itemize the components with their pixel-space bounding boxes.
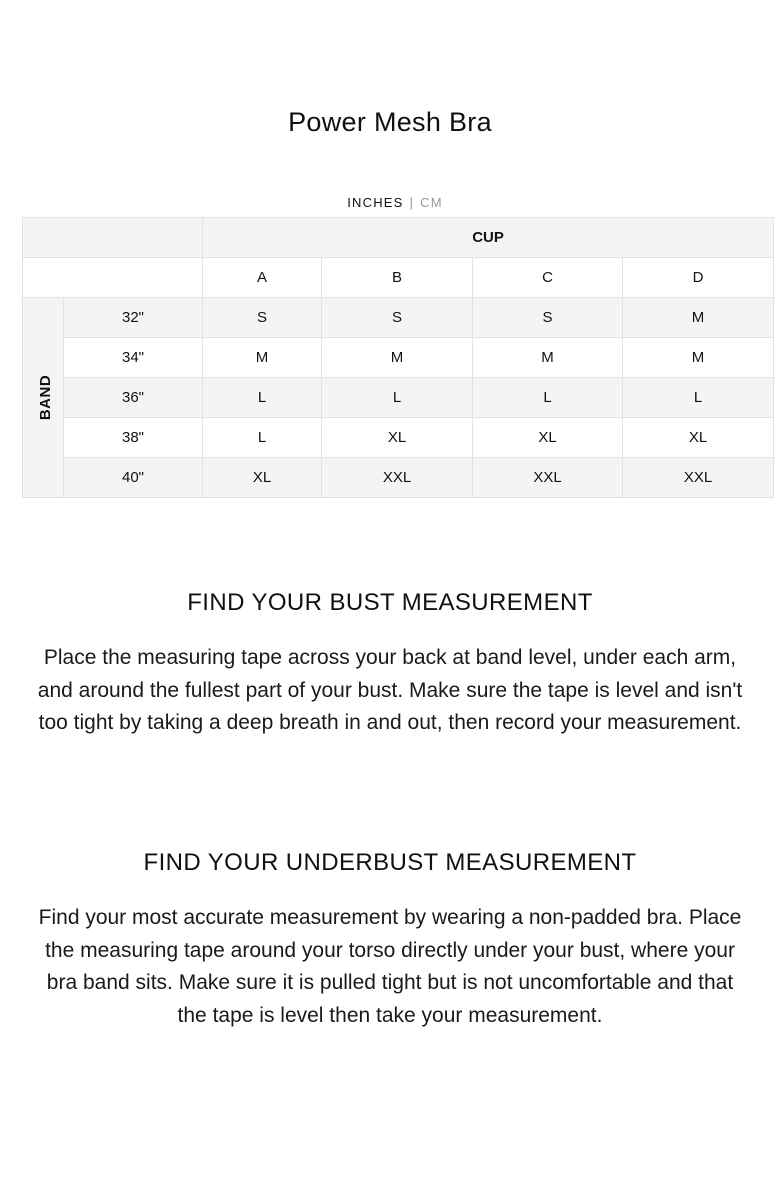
size-cell: M	[623, 298, 774, 338]
band-size: 38"	[64, 418, 203, 458]
band-size: 32"	[64, 298, 203, 338]
page-title: Power Mesh Bra	[288, 107, 492, 137]
size-cell: XXL	[473, 458, 623, 498]
size-cell: M	[203, 338, 322, 378]
size-cell: L	[623, 378, 774, 418]
table-row	[23, 418, 774, 458]
bust-measurement-heading: FIND YOUR BUST MEASUREMENT	[187, 589, 593, 616]
bust-measurement-text: Place the measuring tape across your back at band level, under each arm, and around the fullest part of your bust. Make sure the tape is level and isn't too tight by taking a deep breath in and out, then record your measurement.	[37, 646, 743, 734]
band-size: 36"	[64, 378, 203, 418]
band-size: 34"	[64, 338, 203, 378]
size-cell: XXL	[623, 458, 774, 498]
size-cell: XL	[473, 418, 623, 458]
cup-letter: D	[623, 258, 774, 298]
size-cell: L	[203, 378, 322, 418]
cup-header-row	[23, 218, 774, 258]
unit-separator: |	[409, 195, 415, 210]
cup-letters-row	[23, 258, 774, 298]
table-row	[23, 298, 774, 338]
size-cell: L	[322, 378, 473, 418]
unit-inches-option[interactable]: INCHES	[347, 195, 404, 210]
unit-toggle	[0, 194, 780, 212]
size-cell: XXL	[322, 458, 473, 498]
cup-letter: C	[473, 258, 623, 298]
underbust-measurement-text: Find your most accurate measurement by wearing a non-padded bra. Place the measuring tape around your torso directly under your bust, where your bra band sits. Make sure it is pulled tight but is not uncomfortable and that the tape is level then take your measurement.	[38, 906, 742, 1027]
size-cell: S	[322, 298, 473, 338]
table-row	[23, 458, 774, 498]
corner-cell	[23, 258, 203, 298]
cup-letter: B	[322, 258, 473, 298]
band-header: BAND	[37, 374, 55, 421]
size-cell: XL	[322, 418, 473, 458]
size-chart-table	[22, 217, 774, 498]
size-cell: XL	[203, 458, 322, 498]
cup-header: CUP	[203, 218, 774, 258]
underbust-measurement-heading: FIND YOUR UNDERBUST MEASUREMENT	[143, 849, 637, 876]
size-cell: S	[203, 298, 322, 338]
band-size: 40"	[64, 458, 203, 498]
size-cell: M	[473, 338, 623, 378]
size-cell: S	[473, 298, 623, 338]
size-cell: XL	[623, 418, 774, 458]
corner-cell	[23, 218, 203, 258]
size-cell: M	[623, 338, 774, 378]
size-cell: M	[322, 338, 473, 378]
table-row	[23, 378, 774, 418]
size-cell: L	[473, 378, 623, 418]
size-cell: L	[203, 418, 322, 458]
band-header-cell	[23, 298, 64, 498]
unit-cm-option[interactable]: CM	[420, 195, 443, 210]
table-row	[23, 338, 774, 378]
cup-letter: A	[203, 258, 322, 298]
